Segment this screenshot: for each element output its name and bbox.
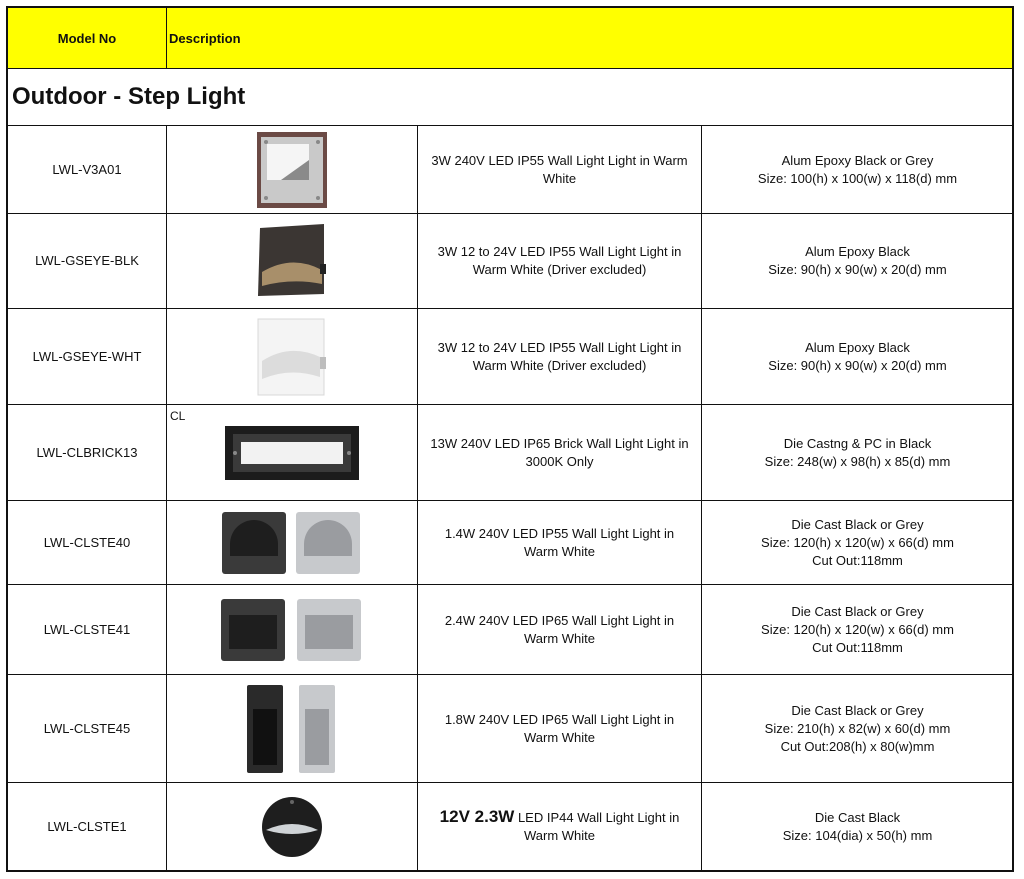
table-row bbox=[8, 675, 1012, 783]
table-row bbox=[8, 783, 1012, 870]
product-spec bbox=[703, 214, 1012, 308]
model-number: LWL-CLSTE41 bbox=[8, 585, 167, 674]
spec-material: Die Castng & PC in Black bbox=[783, 435, 932, 451]
table-header bbox=[8, 8, 1012, 69]
product-spec bbox=[703, 126, 1012, 213]
product-spec bbox=[703, 783, 1012, 870]
product-description bbox=[418, 783, 702, 870]
table-row bbox=[8, 214, 1012, 309]
spec-cutout: Cut Out:118mm bbox=[812, 552, 903, 568]
spec-size: Size: 210(h) x 82(w) x 60(d) mm bbox=[764, 720, 951, 736]
header-model-no: Model No bbox=[8, 8, 167, 68]
model-number: LWL-GSEYE-BLK bbox=[8, 214, 167, 308]
section-title-row bbox=[8, 69, 1012, 126]
spec-size: Size: 90(h) x 90(w) x 20(d) mm bbox=[768, 357, 947, 373]
spec-size: Size: 120(h) x 120(w) x 66(d) mm bbox=[761, 621, 954, 637]
model-number: LWL-GSEYE-WHT bbox=[8, 309, 167, 404]
spec-size: Size: 100(h) x 100(w) x 118(d) mm bbox=[757, 170, 958, 186]
spec-material: Die Cast Black or Grey bbox=[791, 516, 924, 532]
product-description: 13W 240V LED IP65 Brick Wall Light Light in 3000K Only bbox=[418, 405, 702, 500]
spec-material: Die Cast Black or Grey bbox=[791, 603, 924, 619]
product-description: 1.4W 240V LED IP55 Wall Light Light in Warm White bbox=[418, 501, 702, 584]
product-image bbox=[167, 501, 418, 584]
image-tag: CL bbox=[170, 409, 186, 423]
product-image bbox=[167, 405, 418, 500]
spec-material: Die Cast Black or Grey bbox=[791, 702, 924, 718]
product-image bbox=[167, 309, 418, 404]
product-spec bbox=[703, 585, 1012, 674]
spec-cutout: Cut Out:208(h) x 80(w)mm bbox=[780, 738, 935, 754]
table-row bbox=[8, 126, 1012, 214]
product-description: 3W 12 to 24V LED IP55 Wall Light Light in Warm White (Driver excluded) bbox=[418, 309, 702, 404]
table-row bbox=[8, 405, 1012, 501]
product-description: 1.8W 240V LED IP65 Wall Light Light in Warm White bbox=[418, 675, 702, 782]
product-image bbox=[167, 214, 418, 308]
spec-material: Die Cast Black bbox=[814, 809, 901, 825]
product-spec bbox=[703, 501, 1012, 584]
model-number: LWL-V3A01 bbox=[8, 126, 167, 213]
table-row bbox=[8, 585, 1012, 675]
spec-size: Size: 120(h) x 120(w) x 66(d) mm bbox=[761, 534, 954, 550]
model-number: LWL-CLBRICK13 bbox=[8, 405, 167, 500]
product-description: 2.4W 240V LED IP65 Wall Light Light in Warm White bbox=[418, 585, 702, 674]
header-description: Description bbox=[169, 30, 241, 46]
product-table bbox=[6, 6, 1014, 872]
spec-size: Size: 90(h) x 90(w) x 20(d) mm bbox=[768, 262, 947, 277]
product-spec bbox=[703, 675, 1012, 782]
spec-material: Alum Epoxy Black bbox=[805, 244, 910, 259]
product-description: 3W 240V LED IP55 Wall Light Light in Warm White bbox=[418, 126, 702, 213]
product-spec bbox=[703, 405, 1012, 500]
table-row bbox=[8, 501, 1012, 585]
product-image bbox=[167, 126, 418, 213]
product-image bbox=[167, 675, 418, 782]
table-row bbox=[8, 309, 1012, 405]
spec-material: Alum Epoxy Black bbox=[805, 339, 910, 355]
spec-size: Size: 104(dia) x 50(h) mm bbox=[782, 827, 933, 843]
voltage-wattage-emphasis: 12V 2.3W bbox=[439, 807, 515, 826]
model-number: LWL-CLSTE45 bbox=[8, 675, 167, 782]
section-title: Outdoor - Step Light bbox=[12, 83, 246, 110]
product-image bbox=[167, 783, 418, 870]
product-spec bbox=[703, 309, 1012, 404]
product-description: 3W 12 to 24V LED IP55 Wall Light Light in Warm White (Driver excluded) bbox=[418, 214, 702, 308]
spec-material: Alum Epoxy Black or Grey bbox=[781, 152, 934, 168]
model-number: LWL-CLSTE40 bbox=[8, 501, 167, 584]
description-text: LED IP44 Wall Light Light in Warm White bbox=[514, 810, 680, 843]
model-number: LWL-CLSTE1 bbox=[8, 783, 167, 870]
spec-size: Size: 248(w) x 98(h) x 85(d) mm bbox=[764, 453, 951, 469]
spec-cutout: Cut Out:118mm bbox=[812, 639, 903, 655]
product-image bbox=[167, 585, 418, 674]
